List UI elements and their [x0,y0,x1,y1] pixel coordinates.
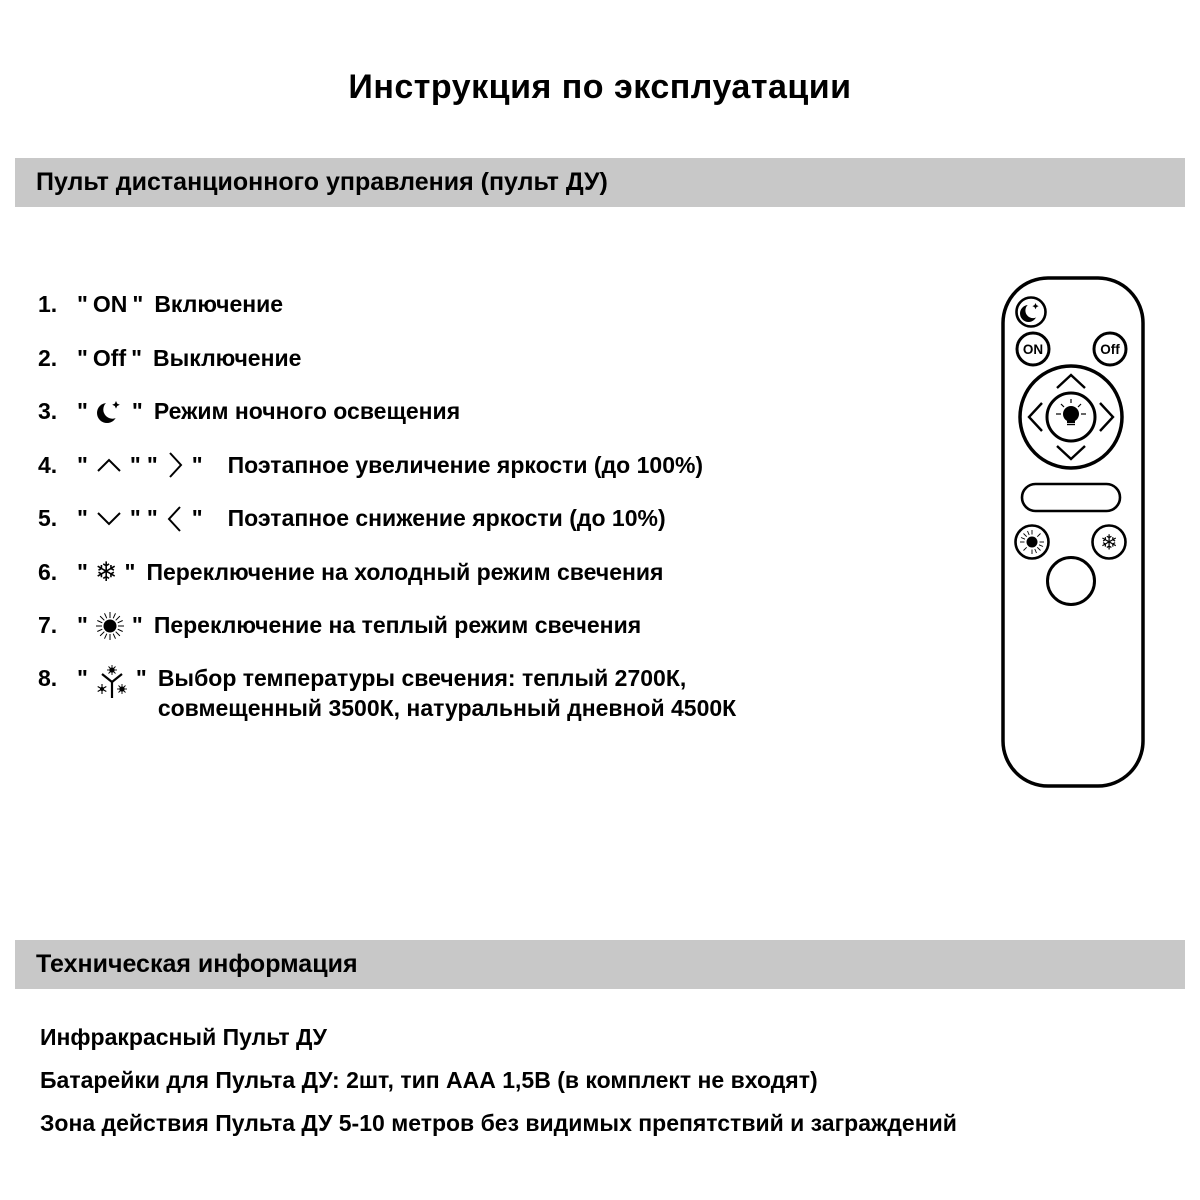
quote-mark: " [131,344,143,371]
item-label: Включение [154,291,284,317]
color-temperature-icon [95,665,129,701]
quote-mark: " [132,291,144,317]
svg-text:Off: Off [1100,342,1120,357]
quote-mark: " [77,612,88,638]
button-description-list [38,288,958,745]
list-item [38,342,958,375]
chevron-up-icon [95,453,123,477]
section-header-tech [15,940,1185,989]
section-heading-text: Пульт дистанционного управления (пульт ДУ) [36,168,608,196]
on-button-label: ON [92,291,128,317]
quote-mark: " [77,398,88,424]
item-number: 1. [38,291,58,317]
item-number: 6. [38,558,58,585]
list-item [38,556,958,589]
quote-mark: " [77,505,88,531]
sun-icon [95,611,125,641]
chevron-left-icon [165,504,185,534]
item-label: Поэтапное снижение яркости (до 10%) [227,505,666,531]
technical-info [40,1022,1180,1151]
quote-mark: " [146,451,158,478]
list-item [38,502,958,535]
svg-text:ON: ON [1022,342,1044,357]
quote-mark: " [131,612,143,638]
list-item [38,449,958,482]
page-title: Инструкция по эксплуатации [348,68,852,106]
item-label-line2: совмещенный 3500К, натуральный дневной 4500К [157,694,737,721]
chevron-right-icon [165,450,185,480]
remote-control-drawing [1000,275,1146,789]
section-header-remote [15,158,1185,207]
list-item [38,395,958,428]
tech-line-remote-type: Инфракрасный Пульт ДУ [40,1024,327,1050]
quote-mark: " [77,291,88,317]
list-item [38,288,958,321]
off-button-label: Off [92,344,127,371]
svg-text:❄: ❄ [1100,530,1118,555]
item-label-line1: Выбор температуры свечения: теплый 2700К, [157,664,687,691]
quote-mark: " [146,505,158,531]
quote-mark: " [77,344,88,371]
remote-warm-button [1016,526,1049,559]
item-number: 2. [38,344,58,371]
quote-mark: " [77,558,88,585]
item-label: Переключение на холодный режим свечения [146,558,664,585]
quote-mark: " [77,664,88,691]
chevron-down-icon [95,507,123,531]
tech-line-batteries: Батарейки для Пульта ДУ: 2шт, тип ААА 1,5В (в комплект не входят) [40,1067,818,1093]
item-label [158,663,736,723]
quote-mark: " [191,505,203,531]
quote-mark: " [129,451,141,478]
tech-line-range: Зона действия Пульта ДУ 5-10 метров без видимых препятствий и заграждений [40,1110,957,1136]
snowflake-icon: ❄ [94,556,118,587]
crescent-moon-icon [95,397,125,427]
item-label: Поэтапное увеличение яркости (до 100%) [227,451,704,478]
section-heading-text: Техническая информация [36,950,358,978]
quote-mark: " [129,505,141,531]
item-number: 3. [38,398,58,424]
item-number: 7. [38,612,58,638]
item-label: Переключение на теплый режим свечения [153,612,642,638]
list-item [38,663,958,725]
quote-mark: " [191,451,203,478]
list-item [38,609,958,642]
item-label: Выключение [153,344,302,371]
quote-mark: " [131,398,143,424]
item-number: 8. [38,664,58,691]
quote-mark: " [124,558,136,585]
item-label: Режим ночного освещения [153,398,461,424]
item-number: 4. [38,451,58,478]
item-number: 5. [38,505,58,531]
quote-mark: " [77,451,88,478]
quote-mark: " [135,664,147,691]
